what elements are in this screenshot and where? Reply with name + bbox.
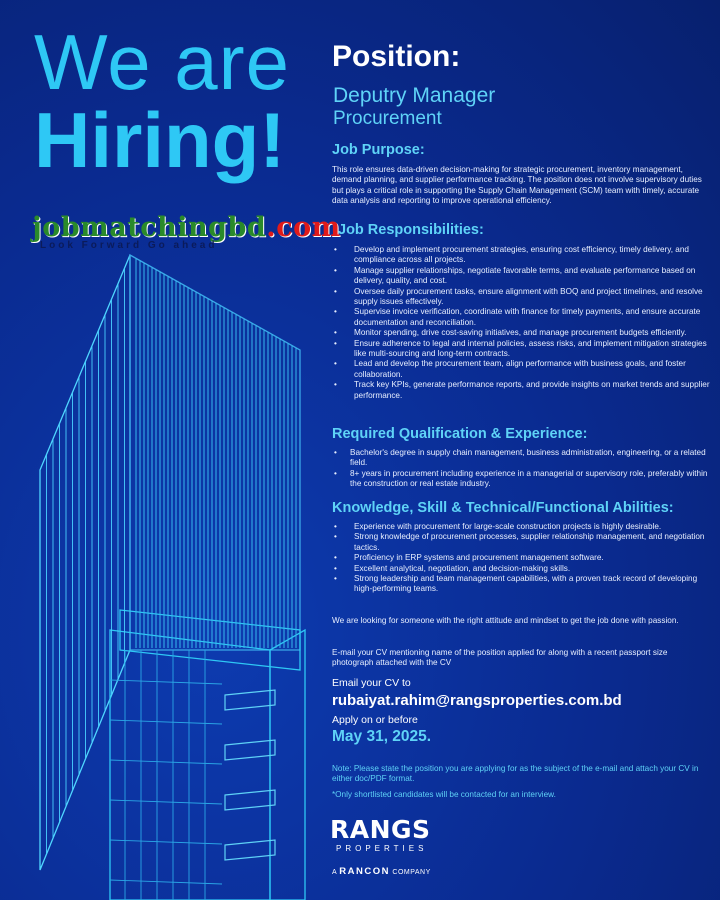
list-item: • Monitor spending, drive cost-saving initiatives, and manage procurement budgets efficiently. [332,328,710,338]
responsibilities-heading: Job Responsibilities: [338,222,484,238]
job-purpose-heading: Job Purpose: [332,142,425,158]
qualification-list [332,448,710,490]
watermark-logo [32,212,341,243]
rangs-logo-sub: PROPERTIES [336,844,428,853]
list-item: • Ensure adherence to legal and internal policies, assess risks, and implement mitigation strategies like multi-sourcing and long-term contracts. [332,339,710,360]
list-item: • Strong leadership and team management capabilities, with a proven track record of developing high-performing teams. [332,574,710,595]
job-purpose-text: This role ensures data-driven decision-making for strategic procurement, inventory management, demand planning, and supplier performance tracking. The position does not involve supervisory duties but plays a critical role in supporting the Supply Chain Management (SCM) team with timely, accurate data analysis and reporting to improve operational efficiency. [332,165,702,206]
position-title-line2: Procurement [333,108,442,129]
watermark-site: jobmatchingbd [32,212,267,243]
list-item: • Oversee daily procurement tasks, ensure alignment with BOQ and project timelines, and resolve supply issues effectively. [332,287,710,308]
list-item: • Track key KPIs, generate performance reports, and provide insights on market trends and supplier performance. [332,380,710,401]
rancon-name: RANCON [339,866,390,877]
deadline-date: May 31, 2025. [332,728,432,745]
list-item: • Manage supplier relationships, negotiate favorable terms, and evaluate performance based on delivery, quality, and cost. [332,266,710,287]
note-text: Note: Please state the position you are applying for as the subject of the e-mail and attach your CV in either doc/PDF format. [332,764,699,784]
list-item: • Supervise invoice verification, coordinate with finance for timely payments, and ensure accurate documentation and reconciliation. [332,307,710,328]
watermark-tagline: Look Forward Go ahead [40,240,218,251]
position-heading: Position: [332,40,461,73]
watermark-tld: .com [266,212,341,243]
list-item: • Excellent analytical, negotiation, and decision-making skills. [332,564,710,574]
knowledge-heading: Knowledge, Skill & Technical/Functional Abilities: [332,500,674,516]
hero-we-are: We are [34,18,290,106]
apply-label: Apply on or before [332,714,418,726]
rangs-logo: RANGS [330,815,431,844]
hero-hiring: Hiring! [34,96,286,184]
building-illustration [0,250,320,900]
knowledge-list [332,522,710,595]
list-item: • Develop and implement procurement strategies, ensuring cost efficiency, timely delivery, and compliance across all projects. [332,245,710,266]
shortlist-note: *Only shortlisted candidates will be contacted for an interview. [332,790,556,799]
rancon-prefix: A [332,869,337,876]
responsibilities-list [332,245,710,401]
list-item: • Proficiency in ERP systems and procurement management software. [332,553,710,563]
qualification-heading: Required Qualification & Experience: [332,426,588,442]
list-item: • Strong knowledge of procurement processes, supplier relationship management, and negotiation tactics. [332,532,710,553]
cv-instruction: E-mail your CV mentioning name of the position applied for along with a recent passport size photograph attached with the CV [332,648,668,668]
email-label: Email your CV to [332,677,411,689]
rancon-company-line [332,866,431,877]
attitude-text: We are looking for someone with the right attitude and mindset to get the job done with passion. [332,616,679,625]
position-title-line1: Deputry Manager [333,84,496,107]
email-link[interactable]: rubaiyat.rahim@rangsproperties.com.bd [332,692,622,709]
list-item: • 8+ years in procurement including experience in a managerial or supervisory role, preferably within the construction or real estate industry. [332,469,710,490]
list-item: • Experience with procurement for large-scale construction projects is highly desirable. [332,522,710,532]
list-item: • Bachelor's degree in supply chain management, business administration, engineering, or a related field. [332,448,710,469]
rancon-suffix: COMPANY [392,869,431,876]
list-item: • Lead and develop the procurement team, align performance with business goals, and foster collaboration. [332,359,710,380]
